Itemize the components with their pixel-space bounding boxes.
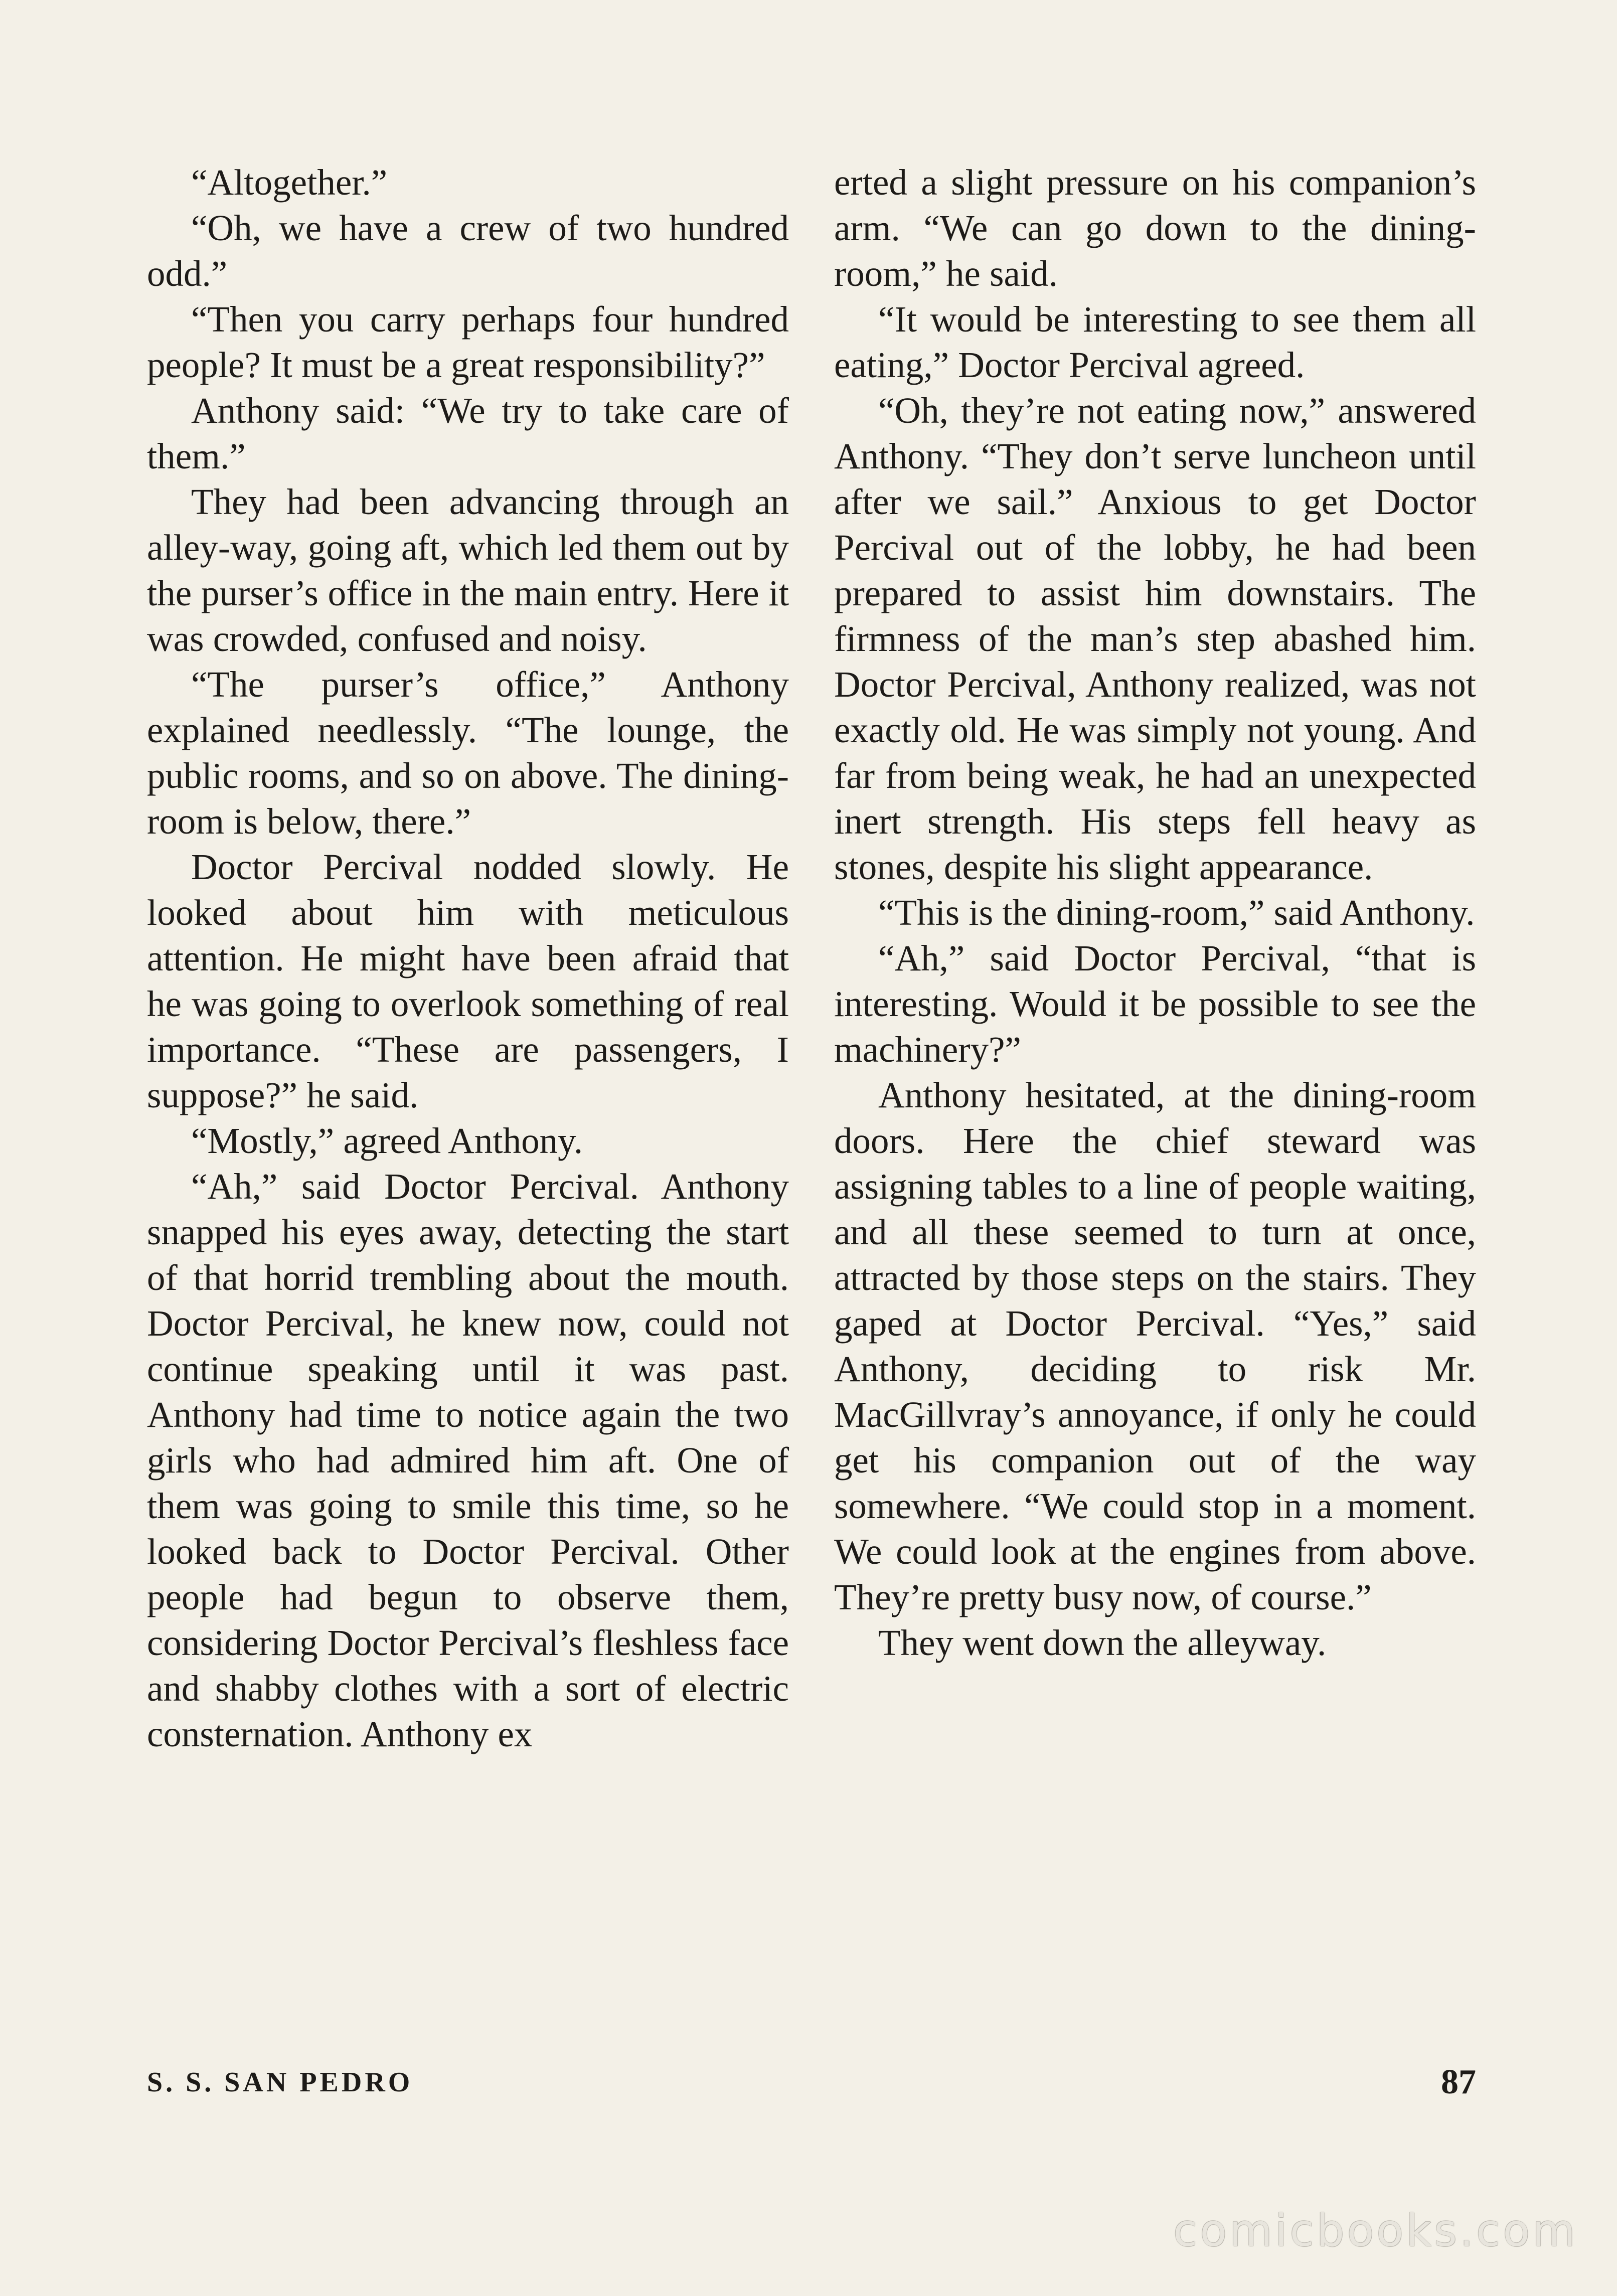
paragraph: “Mostly,” agreed Anthony. [191,1120,583,1161]
paragraph: “Ah,” said Doctor Percival. Anthony snapped his eyes away, detecting the start of that horrid trembling about the mouth. Doctor Percival, he knew now, could not continue speaking until it was past. Anthony had time to notice again the two girls who had admired him aft. One of them was going to smile this time, so he looked back to Doctor Percival. Other people had begun to observe them, considering Doctor Percival’s fleshless face and shabby clothes with a sort of electric consternation. Anthony ex [147,1166,789,1754]
paragraph: “It would be interesting to see them all eating,” Doctor Percival agreed. [834,299,1476,385]
paragraph: “Ah,” said Doctor Percival, “that is interesting. Would it be possible to see the machinery?” [834,938,1476,1070]
paragraph: They went down the alleyway. [878,1622,1327,1663]
watermark: comicbooks.com [1173,2205,1578,2256]
paragraph: They had been advancing through an alley-way, going aft, which led them out by the purser’s office in the main entry. Here it was crowded, confused and noisy. [147,481,789,659]
paragraph: “Then you carry perhaps four hundred people? It must be a great responsibility?” [147,299,789,385]
running-title: S. S. SAN PEDRO [147,2067,413,2098]
text-column-left [147,159,789,1757]
text-column-right [834,159,1476,1666]
page-number: 87 [1441,2063,1476,2101]
paragraph: Doctor Percival nodded slowly. He looked about him with meticulous attention. He might have been afraid that he was going to overlook something of real importance. “These are passengers, I suppose?” he said. [147,847,789,1115]
paragraph: Anthony hesitated, at the dining-room doors. Here the chief steward was assigning tables to a line of people waiting, and all these seemed to turn at once, attracted by those steps on the stairs. They gaped at Doctor Percival. “Yes,” said Anthony, deciding to risk Mr. MacGillvray’s annoyance, if only he could get his companion out of the way somewhere. “We could stop in a moment. We could look at the engines from above. They’re pretty busy now, of course.” [834,1075,1476,1617]
paragraph: “Oh, we have a crew of two hundred odd.” [147,208,789,294]
paragraph: “This is the dining-room,” said Anthony. [878,892,1475,933]
page-footer [147,2063,1476,2116]
paragraph: “Altogether.” [191,162,388,203]
paragraph: “The purser’s office,” Anthony explained needlessly. “The lounge, the public rooms, and so on above. The dining-room is below, there.” [147,664,789,842]
paragraph: Anthony said: “We try to take care of them.” [147,390,789,476]
paragraph: “Oh, they’re not eating now,” answered Anthony. “They don’t serve luncheon until after we sail.” Anxious to get Doctor Percival out of the lobby, he had been prepared to assist him downstairs. The firmness of the man’s step abashed him. Doctor Percival, Anthony realized, was not exactly old. He was simply not young. And far from being weak, he had an unexpected inert strength. His steps fell heavy as stones, despite his slight appearance. [834,390,1476,887]
paragraph-continuation: erted a slight pressure on his companion’s arm. “We can go down to the dining-room,” he said. [834,162,1476,294]
